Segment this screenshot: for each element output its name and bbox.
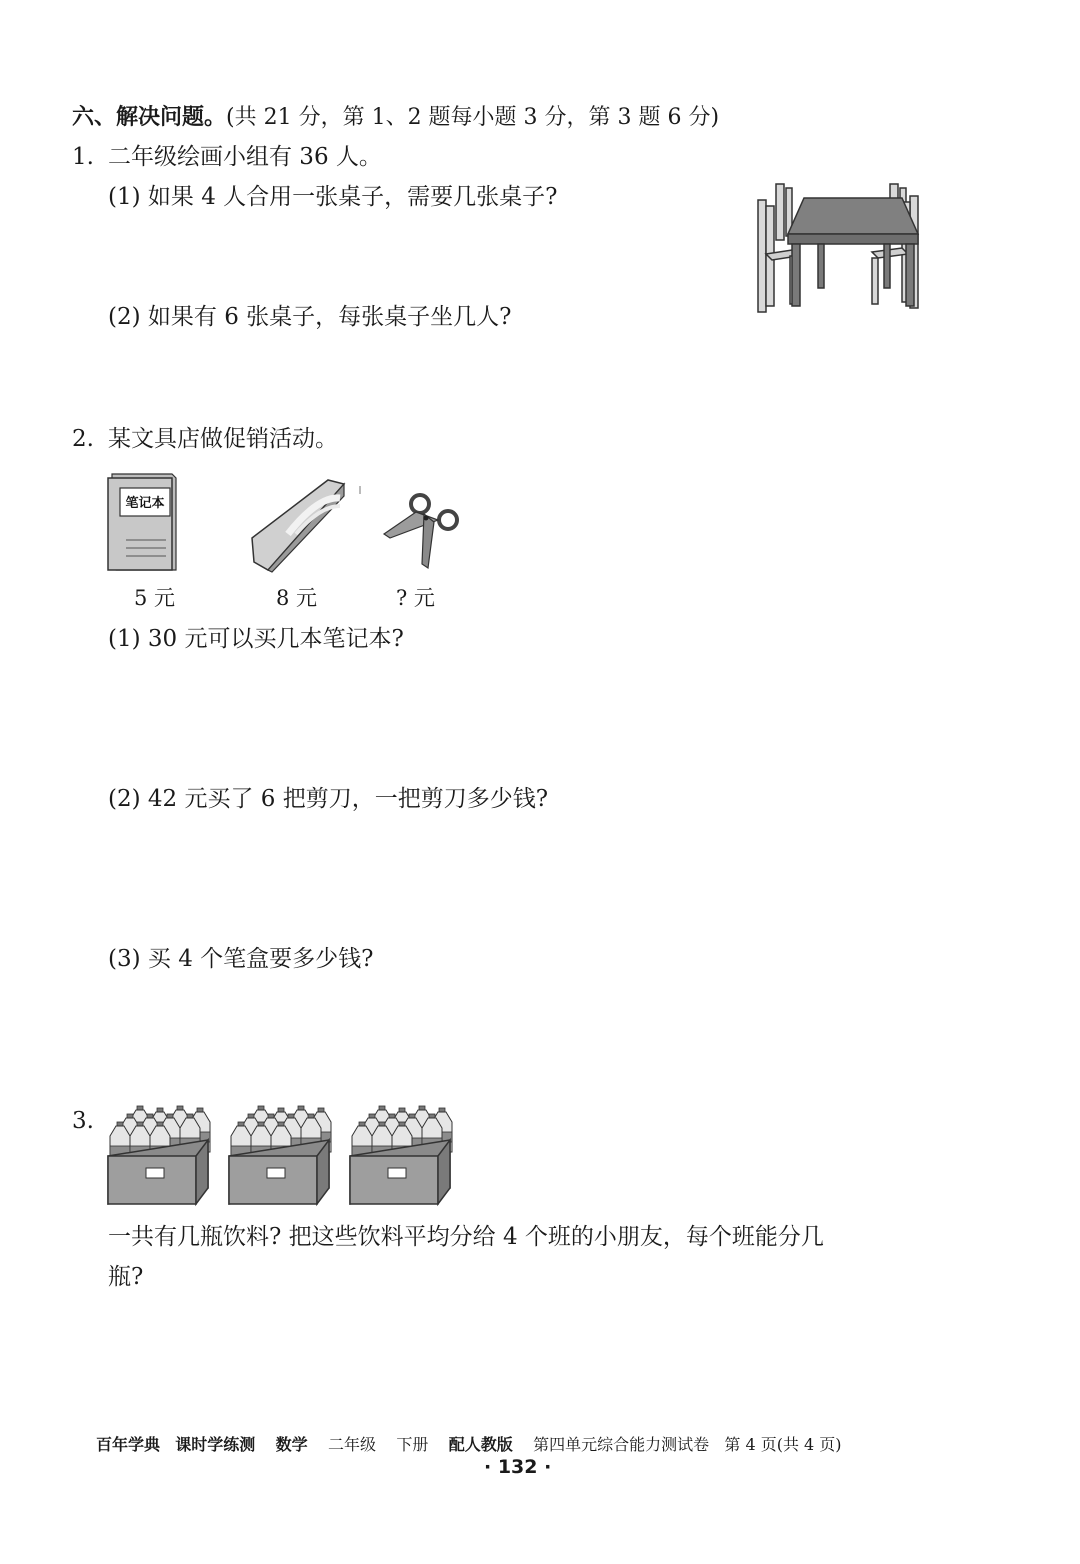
footer-edition: 配人教版: [448, 1435, 513, 1454]
q3-text-line2: 瓶?: [108, 1264, 144, 1290]
scissors-price: ? 元: [396, 586, 435, 610]
bottle-crates: [104, 1100, 454, 1210]
footer-subject: 数学: [275, 1435, 308, 1454]
footer-test-name: 第四单元综合能力测试卷: [533, 1435, 710, 1454]
section-title: 六、解决问题。: [72, 105, 227, 130]
footer-grade: 二年级: [328, 1435, 377, 1454]
page-number: · 132 ·: [484, 1456, 552, 1478]
q2-sub1: (1) 30 元可以买几本笔记本?: [108, 626, 404, 652]
q2-number: 2.: [72, 426, 94, 452]
pencil-case-icon: [248, 476, 366, 572]
q1-sub2: (2) 如果有 6 张桌子，每张桌子坐几人?: [108, 304, 512, 330]
page-footer: [96, 1432, 842, 1455]
table-with-chairs-icon: [752, 180, 932, 316]
bottle-crate-icon: [350, 1106, 452, 1204]
q3-number: 3.: [72, 1108, 94, 1134]
section-heading: [72, 100, 719, 131]
q2-sub3: (3) 买 4 个笔盒要多少钱?: [108, 946, 374, 972]
q3-text-line1: 一共有几瓶饮料? 把这些饮料平均分给 4 个班的小朋友，每个班能分几: [108, 1224, 824, 1250]
scissors-icon: [380, 492, 464, 572]
q1-sub1: (1) 如果 4 人合用一张桌子，需要几张桌子?: [108, 184, 558, 210]
footer-series: 课时学练测: [175, 1435, 256, 1454]
q1-stem: 二年级绘画小组有 36 人。: [108, 144, 382, 170]
footer-brand: 百年学典: [96, 1435, 161, 1454]
notebook-price: 5 元: [134, 586, 176, 610]
footer-page-info: 第 4 页(共 4 页): [724, 1435, 842, 1454]
q2-stem: 某文具店做促销活动。: [108, 426, 338, 452]
notebook-label: 笔记本: [125, 496, 165, 511]
bottle-crate-icon: [108, 1106, 210, 1204]
q2-sub2: (2) 42 元买了 6 把剪刀，一把剪刀多少钱?: [108, 786, 549, 812]
footer-volume: 下册: [396, 1435, 429, 1454]
section-points: (共 21 分，第 1、2 题每小题 3 分，第 3 题 6 分): [226, 105, 720, 130]
pencil-case-price: 8 元: [276, 586, 318, 610]
bottle-crate-icon: [229, 1106, 331, 1204]
notebook-icon: [106, 470, 180, 572]
q1-number: 1.: [72, 144, 94, 170]
